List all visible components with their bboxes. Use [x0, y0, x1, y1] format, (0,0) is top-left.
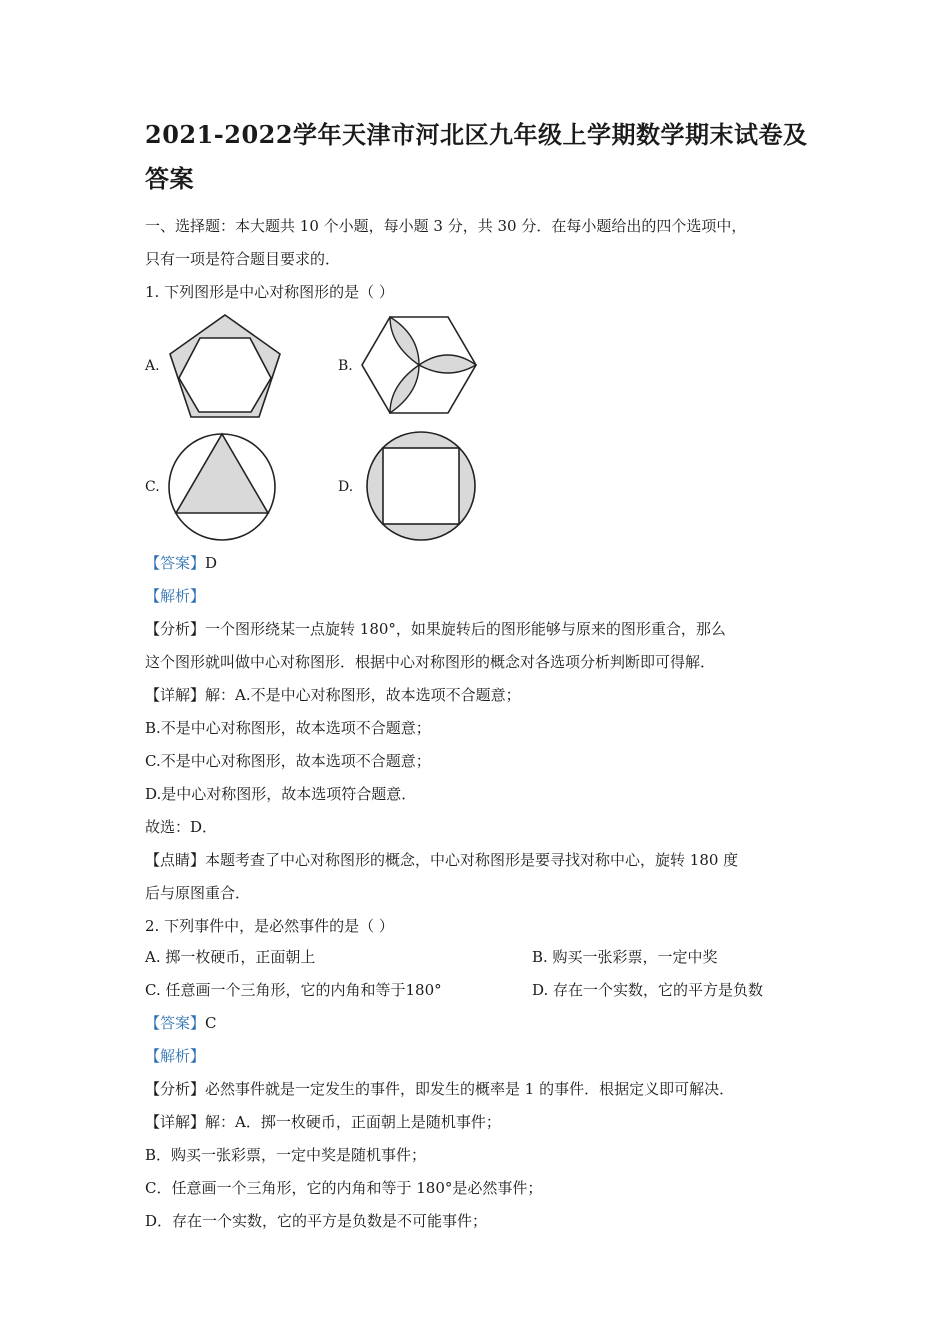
q1-fenxi-tag: 【分析】 — [145, 620, 206, 638]
q1-xiangjie-text-1: 解：A.不是中心对称图形，故本选项不合题意； — [205, 686, 521, 704]
title-line-2: 答案 — [145, 164, 194, 193]
q1-dianjing-line-2: 后与原图重合． — [145, 884, 251, 902]
q1-answer-line — [145, 553, 217, 573]
q2-answer: C — [205, 1014, 217, 1032]
q2-option-c: C. 任意画一个三角形，它的内角和等于180° — [145, 981, 442, 999]
q1-analysis-tag: 【解析】 — [145, 587, 206, 605]
q1-option-d-label: D. — [338, 479, 354, 495]
q1-option-b-figure — [360, 315, 478, 415]
q2-xiangjie-b: B．购买一张彩票，一定中奖是随机事件； — [145, 1146, 427, 1164]
q1-fenxi-text-1: 一个图形绕某一点旋转 180°，如果旋转后的图形能够与原来的图形重合，那么 — [205, 620, 726, 638]
q2-xiangjie-d: D．存在一个实数，它的平方是负数是不可能事件； — [145, 1212, 488, 1230]
q2-analysis-tag: 【解析】 — [145, 1047, 206, 1065]
q2-xiangjie-line-1 — [145, 1112, 501, 1132]
section-heading-line-2: 只有一项是符合题目要求的． — [145, 250, 341, 268]
document-title — [145, 113, 825, 201]
q1-xiangjie-c: C.不是中心对称图形，故本选项不合题意； — [145, 752, 431, 770]
q1-dianjing-line-1 — [145, 850, 738, 870]
q1-option-c-label: C. — [145, 479, 160, 495]
q1-xiangjie-tag: 【详解】 — [145, 686, 206, 704]
q1-xiangjie-line-1 — [145, 685, 521, 705]
q2-stem: 2. 下列事件中，是必然事件的是（ ） — [145, 917, 394, 935]
q1-dianjing-tag: 【点睛】 — [145, 851, 206, 869]
title-line-1: 2021-2022学年天津市河北区九年级上学期数学期末试卷及 — [145, 120, 808, 149]
q1-option-b-label: B. — [338, 358, 353, 374]
q1-option-a-label: A. — [145, 358, 160, 374]
q2-xiangjie-text-1: 解：A．掷一枚硬币，正面朝上是随机事件； — [205, 1113, 501, 1131]
q1-fenxi-line-1 — [145, 619, 726, 639]
q2-xiangjie-tag: 【详解】 — [145, 1113, 206, 1131]
q2-option-a: A. 掷一枚硬币，正面朝上 — [145, 948, 316, 966]
q2-answer-tag: 【答案】 — [145, 1014, 206, 1032]
q1-answer-tag: 【答案】 — [145, 554, 206, 572]
q2-option-b: B. 购买一张彩票，一定中奖 — [532, 948, 718, 966]
q2-fenxi-line-1 — [145, 1079, 734, 1099]
q2-fenxi-text-1: 必然事件就是一定发生的事件，即发生的概率是 1 的事件．根据定义即可解决． — [205, 1080, 735, 1098]
q2-fenxi-tag: 【分析】 — [145, 1080, 206, 1098]
q1-xiangjie-b: B.不是中心对称图形，故本选项不合题意； — [145, 719, 431, 737]
q1-answer: D — [205, 554, 218, 572]
q2-answer-line — [145, 1013, 217, 1033]
q1-fenxi-line-2: 这个图形就叫做中心对称图形．根据中心对称图形的概念对各选项分析判断即可得解． — [145, 653, 716, 671]
q1-dianjing-text-1: 本题考查了中心对称图形的概念，中心对称图形是要寻找对称中心，旋转 180 度 — [205, 851, 739, 869]
q1-xiangjie-d: D.是中心对称图形，故本选项符合题意． — [145, 785, 417, 803]
section-heading-line-1: 一、选择题：本大题共 10 个小题，每小题 3 分，共 30 分．在每小题给出的四个选项中， — [145, 217, 747, 235]
q1-option-a-figure — [165, 312, 285, 422]
q1-option-c-figure — [167, 432, 277, 542]
q2-option-d: D. 存在一个实数，它的平方是负数 — [532, 981, 764, 999]
q1-option-d-figure — [365, 430, 477, 542]
q2-xiangjie-c: C．任意画一个三角形，它的内角和等于 180°是必然事件； — [145, 1179, 543, 1197]
q1-choose: 故选：D． — [145, 818, 218, 836]
q1-stem: 1. 下列图形是中心对称图形的是（ ） — [145, 283, 394, 301]
